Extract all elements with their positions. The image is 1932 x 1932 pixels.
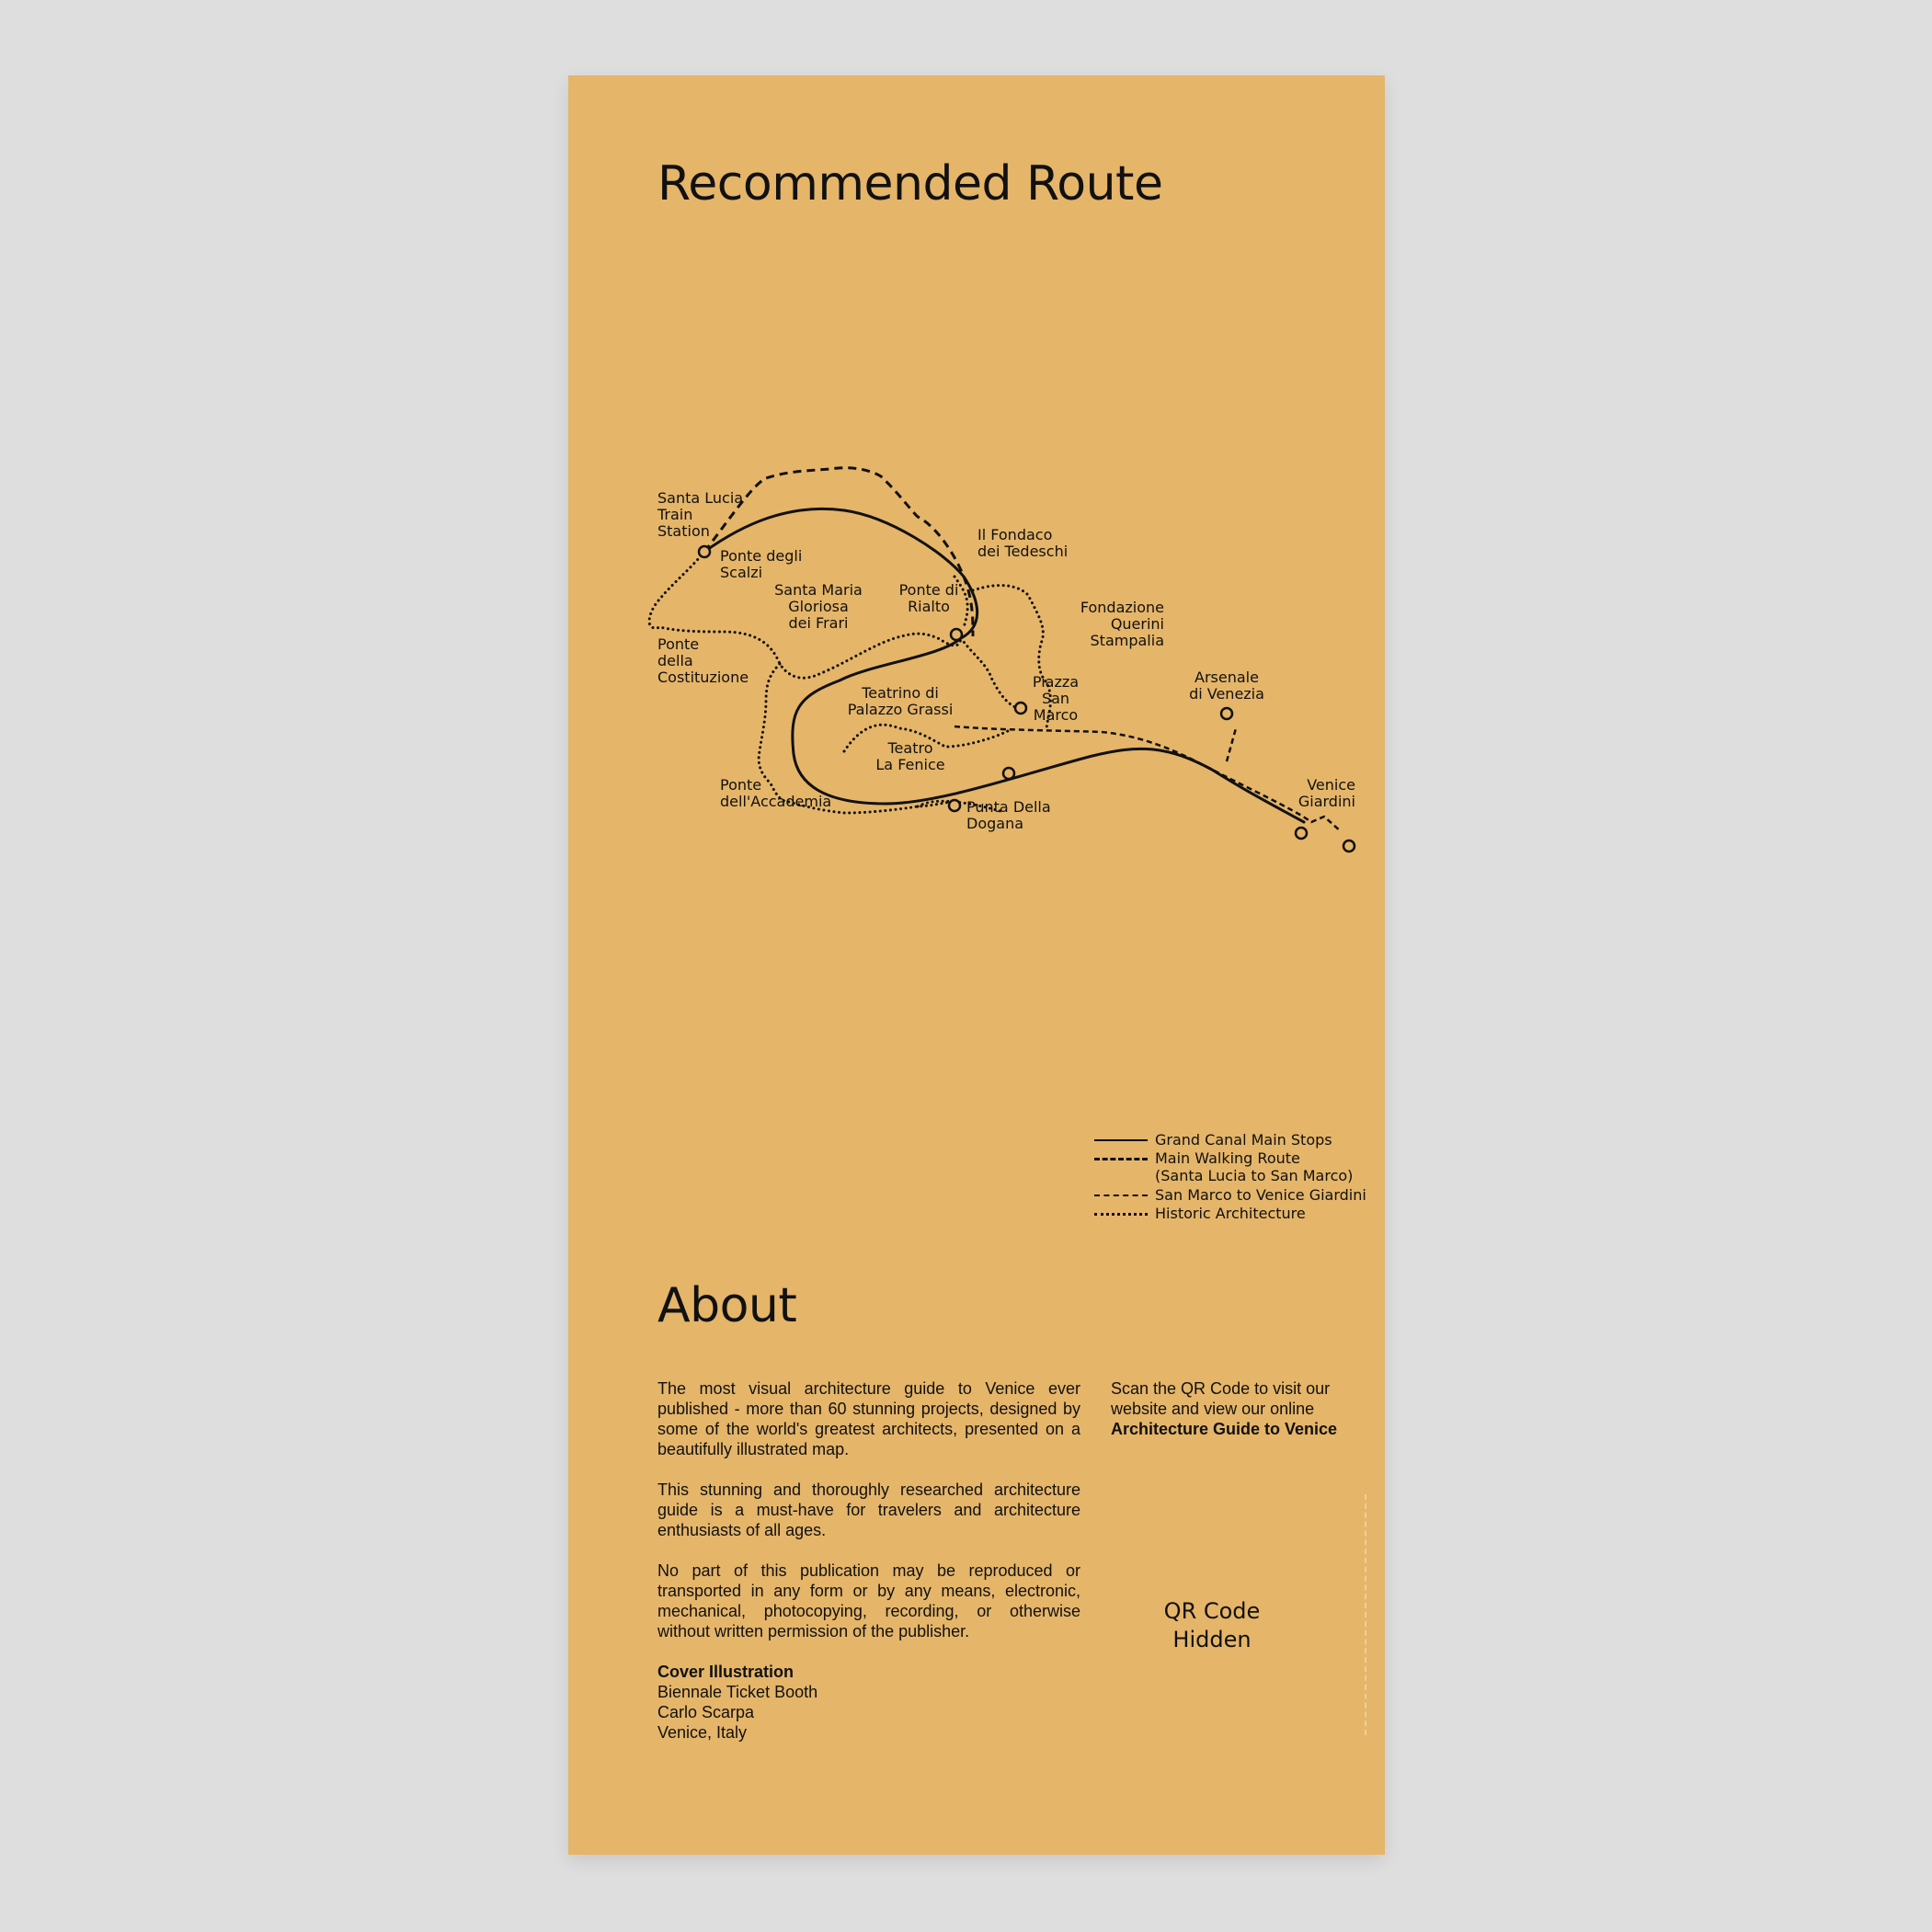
cover-credit	[657, 1662, 1080, 1743]
qr-text-line: website and view our online	[1111, 1400, 1315, 1418]
map-label-line: Marco	[1033, 706, 1079, 724]
qr-placeholder-line: QR Code	[1163, 1598, 1261, 1624]
map-label-san-marco	[1033, 673, 1079, 724]
historic-route-east	[961, 638, 1024, 710]
map-label-line: dei Tedeschi	[977, 543, 1069, 560]
map-label-line: Fondazione	[1080, 599, 1164, 616]
about-heading: About	[657, 1278, 797, 1333]
map-label-line: Santa Lucia	[657, 489, 744, 507]
map-label-fenice	[875, 739, 944, 773]
map-label-line: Stampalia	[1090, 632, 1164, 649]
legend-label: San Marco to Venice Giardini	[1155, 1186, 1366, 1204]
map-label-line: Giardini	[1298, 793, 1355, 810]
stop-san-marco	[1015, 703, 1026, 714]
map-label-rialto	[899, 581, 959, 615]
short-dash-line-swatch	[1094, 1195, 1148, 1196]
arsenale-spur	[1227, 728, 1236, 761]
stop-giardini	[1296, 828, 1307, 839]
map-label-line: Il Fondaco	[977, 526, 1053, 543]
qr-code[interactable]	[1111, 1487, 1366, 1743]
legend-label: Grand Canal Main Stops	[1155, 1131, 1332, 1149]
stop-dogana	[949, 800, 960, 811]
dashed-line-swatch	[1094, 1158, 1148, 1160]
map-label-line: Dogana	[966, 815, 1024, 832]
map-label-line: Venice	[1307, 776, 1355, 794]
map-label-giardini	[1298, 776, 1355, 810]
about-paragraph: No part of this publication may be reproduced or transported in any form or by any means, electronic, mechanical, photocopying, recording, or otherwise without written permission of the publisher.	[657, 1561, 1080, 1640]
map-label-teatrino	[848, 684, 954, 718]
stop-giardini-end	[1343, 840, 1355, 852]
credit-line: Venice, Italy	[657, 1723, 748, 1742]
page-title: Recommended Route	[657, 156, 1163, 211]
map-label-line: Gloriosa	[788, 598, 849, 615]
qr-edge	[1365, 1494, 1366, 1735]
map-label-line: dei Frari	[788, 614, 849, 632]
qr-text-line: Scan the QR Code to visit our	[1111, 1379, 1331, 1398]
map-label-line: Train	[657, 506, 693, 523]
map-label-scalzi	[720, 547, 802, 581]
legend-label: Main Walking Route	[1155, 1149, 1300, 1167]
about-text	[657, 1378, 1080, 1743]
map-label-line: dell'Accademia	[720, 793, 832, 810]
map-label-line: Rialto	[908, 598, 950, 615]
map-label-santa-lucia	[657, 489, 743, 540]
stop-arsenale	[1221, 708, 1232, 719]
map-label-accademia	[720, 776, 831, 810]
map-label-line: Costituzione	[657, 669, 749, 686]
credit-heading: Cover Illustration	[657, 1663, 795, 1681]
stop-santa-lucia	[699, 546, 710, 557]
map-label-line: Ponte di	[898, 581, 959, 599]
map-label-line: Station	[657, 522, 710, 540]
map-panel	[568, 75, 1385, 1855]
map-label-line: Scalzi	[720, 564, 763, 581]
map-label-dogana	[966, 798, 1051, 832]
dotted-line-swatch	[1094, 1213, 1148, 1216]
legend-label: Historic Architecture	[1155, 1205, 1306, 1222]
map-label-line: Punta Della	[966, 798, 1051, 816]
map-label-line: della	[657, 652, 693, 669]
map-label-line: Piazza	[1032, 673, 1080, 691]
map-label-fondaco	[977, 526, 1068, 560]
map-label-line: La Fenice	[875, 756, 945, 773]
map-label-line: di Venezia	[1189, 685, 1264, 703]
map-label-line: Ponte	[657, 635, 700, 653]
credit-line: Biennale Ticket Booth	[657, 1683, 818, 1701]
map-label-line: Palazzo Grassi	[847, 701, 954, 718]
map-label-line: Teatrino di	[862, 684, 939, 702]
map-label-line: Santa Maria	[774, 581, 863, 599]
map-label-line: Querini	[1110, 615, 1164, 633]
map-label-line: Ponte	[720, 776, 762, 794]
qr-instructions	[1111, 1378, 1359, 1439]
map-label-querini	[1080, 599, 1164, 649]
map-label-line: San	[1041, 690, 1070, 707]
map-label-line: Ponte degli	[720, 547, 803, 565]
legend-sublabel: (Santa Lucia to San Marco)	[1155, 1167, 1354, 1184]
map-label-costituzione	[657, 635, 749, 686]
map-label-line: Teatro	[887, 739, 933, 757]
guide-name: Architecture Guide to Venice	[1111, 1420, 1338, 1438]
map-label-frari	[774, 581, 863, 632]
qr-placeholder-line: Hidden	[1172, 1627, 1252, 1652]
stop-rialto	[951, 629, 962, 640]
stop-canal-east	[1003, 768, 1014, 779]
map-label-arsenale	[1189, 669, 1264, 703]
about-paragraph: This stunning and thoroughly researched architecture guide is a must-have for travelers and architecture enthusiasts of all ages.	[657, 1480, 1080, 1539]
solid-line-swatch	[1094, 1139, 1148, 1141]
about-paragraph: The most visual architecture guide to Venice ever published - more than 60 stunning projects, designed by some of the world's greatest architects, presented on a beautifully illustrated map.	[657, 1379, 1080, 1458]
qr-placeholder	[1111, 1597, 1313, 1654]
credit-line: Carlo Scarpa	[657, 1703, 755, 1721]
map-label-line: Arsenale	[1195, 669, 1259, 686]
